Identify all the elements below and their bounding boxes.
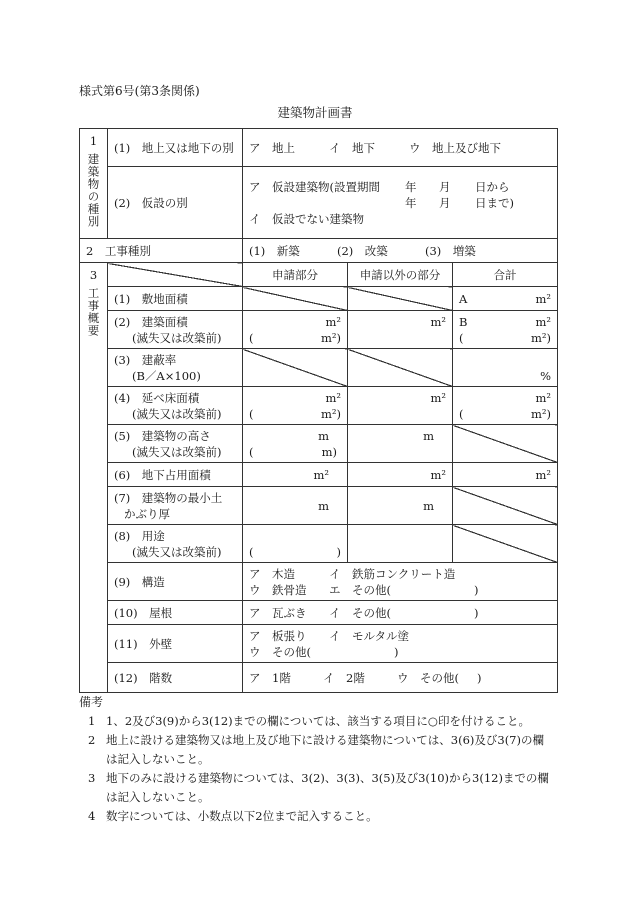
- note-4: 4 数字については、小数点以下2位まで記入すること。: [88, 809, 378, 823]
- row-site-area-label: (1) 敷地面積: [108, 287, 243, 311]
- building-area-total: B m² ( m²): [453, 311, 558, 349]
- note-3: 3 地下のみに設ける建築物については、3(2)、3(3)、3(5)及び3(10)から3(12)までの欄 は記入しないこと。: [88, 771, 549, 804]
- section-3-header: 3 工事概要: [80, 263, 108, 693]
- note-1: 1 1、2及び3(9)から3(12)までの欄については、該当する項目に○印を付けること。: [88, 714, 530, 728]
- soil-cover-applied: m: [243, 487, 348, 525]
- section-1-header: 1 建築物の種別: [80, 129, 108, 239]
- coverage-other: [348, 349, 453, 387]
- site-area-total: A m²: [453, 287, 558, 311]
- section-1-label: 建築物の種別: [86, 153, 101, 228]
- notes-title: 備考: [79, 695, 104, 709]
- document-title: 建築物計画書: [277, 105, 353, 120]
- col-total-header: 合計: [453, 263, 558, 287]
- row-use-label: (8) 用途 (滅失又は改築前): [108, 525, 243, 563]
- header-blank-cell: [108, 263, 243, 287]
- section-2-label: 2 工事種別: [80, 239, 243, 263]
- section-3-label: 工事概要: [86, 287, 101, 337]
- wall-options: ア 板張り イ モルタル塗 ウ その他( ): [243, 625, 558, 663]
- structure-options: ア 木造 イ 鉄筋コンクリート造 ウ 鉄骨造 エ その他( ): [243, 563, 558, 601]
- row-floor-area-label: (4) 延べ床面積 (滅失又は改築前): [108, 387, 243, 425]
- row-roof-label: (10) 屋根: [108, 601, 243, 625]
- floor-area-total: m² ( m²): [453, 387, 558, 425]
- section-2-options: (1) 新築 (2) 改築 (3) 増築: [243, 239, 558, 263]
- floor-area-applied: m² ( m²): [243, 387, 348, 425]
- building-area-applied: m² ( m²): [243, 311, 348, 349]
- row-building-area-label: (2) 建築面積 (滅失又は改築前): [108, 311, 243, 349]
- row-temporary-label: (2) 仮設の別: [108, 167, 243, 239]
- site-area-applied: [243, 287, 348, 311]
- height-applied: m ( m): [243, 425, 348, 463]
- soil-cover-total: [453, 487, 558, 525]
- coverage-applied: [243, 349, 348, 387]
- building-area-other: m²: [348, 311, 453, 349]
- row-ground-options: ア 地上 イ 地下 ウ 地上及び地下: [243, 129, 558, 167]
- floors-options: ア 1階 イ 2階 ウ その他( ): [243, 663, 558, 693]
- row-ground-label: (1) 地上又は地下の別: [108, 129, 243, 167]
- row-coverage-label: (3) 建蔽率 (B／A×100): [108, 349, 243, 387]
- row-temporary-options: ア 仮設建築物(設置期間 年 月 日から 年 月 日まで) イ 仮設でない建築物: [243, 167, 558, 239]
- row-height-label: (5) 建築物の高さ (滅失又は改築前): [108, 425, 243, 463]
- height-other: m: [348, 425, 453, 463]
- row-structure-label: (9) 構造: [108, 563, 243, 601]
- underground-total: m²: [453, 463, 558, 487]
- note-2: 2 地上に設ける建築物又は地上及び地下に設ける建築物については、3(6)及び3(7)の欄 は記入しないこと。: [88, 733, 544, 766]
- underground-applied: m²: [243, 463, 348, 487]
- floor-area-other: m²: [348, 387, 453, 425]
- roof-options: ア 瓦ぶき イ その他( ): [243, 601, 558, 625]
- form-number: 様式第6号(第3条関係): [79, 84, 200, 98]
- col-applied-header: 申請部分: [243, 263, 348, 287]
- row-wall-label: (11) 外壁: [108, 625, 243, 663]
- site-area-other: [348, 287, 453, 311]
- soil-cover-other: m: [348, 487, 453, 525]
- height-total: [453, 425, 558, 463]
- building-plan-table: [79, 128, 558, 693]
- row-floors-label: (12) 階数: [108, 663, 243, 693]
- use-applied: ( ): [243, 525, 348, 563]
- coverage-total: %: [453, 349, 558, 387]
- use-other: [348, 525, 453, 563]
- row-soil-cover-label: (7) 建築物の最小土 かぶり厚: [108, 487, 243, 525]
- col-other-header: 申請以外の部分: [348, 263, 453, 287]
- underground-other: m²: [348, 463, 453, 487]
- row-underground-label: (6) 地下占用面積: [108, 463, 243, 487]
- use-total: [453, 525, 558, 563]
